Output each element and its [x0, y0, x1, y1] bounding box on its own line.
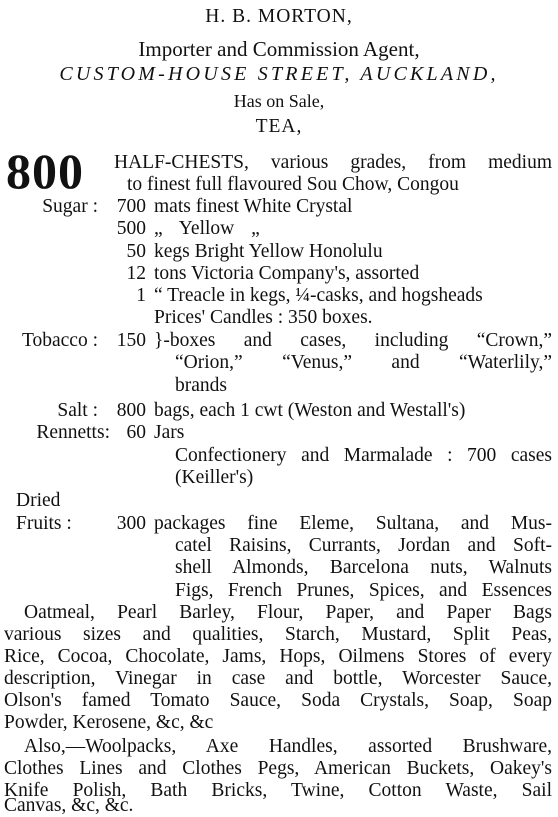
dried-fruits-line-1: packages fine Eleme, Sultana, and Mus-	[154, 513, 552, 534]
dried-fruits-line-4: Figs, French Prunes, Spices, and Essences	[175, 580, 552, 601]
fruits-label: Fruits :	[16, 513, 72, 534]
tobacco-qty: 150	[116, 330, 146, 351]
oatmeal-line-3: Rice, Cocoa, Chocolate, Jams, Hops, Oilmens Stores of every	[4, 646, 552, 667]
merchant-address: CUSTOM-HOUSE STREET, AUCKLAND,	[59, 63, 499, 85]
tea-heading: TEA,	[255, 116, 303, 137]
also-line-4: Canvas, &c, &c.	[4, 795, 134, 816]
sugar-label: Sugar :	[42, 196, 98, 217]
sugar-qty-3: 50	[126, 241, 146, 262]
dried-label: Dried	[16, 490, 61, 511]
tobacco-line-1: }-boxes and cases, including “Crown,”	[154, 330, 552, 351]
sugar-text-5: “ Treacle in kegs, ¼-casks, and hogsheads	[154, 285, 483, 306]
candles-line: Prices' Candles : 350 boxes.	[154, 307, 373, 328]
sugar-text-4: tons Victoria Company's, assorted	[154, 263, 420, 284]
sugar-qty-4: 12	[126, 263, 146, 284]
tea-quantity: 800	[6, 143, 84, 199]
dried-fruits-line-3: shell Almonds, Barcelona nuts, Walnuts	[175, 557, 552, 578]
tea-line-1: HALF-CHESTS, various grades, from medium	[114, 152, 552, 173]
sugar-text-1: mats finest White Crystal	[154, 196, 353, 217]
tobacco-line-2: “Orion,” “Venus,” and “Waterlily,”	[175, 352, 552, 373]
rennetts-label: Rennetts:	[36, 422, 110, 443]
salt-label: Salt :	[57, 400, 98, 421]
tobacco-line-3: brands	[175, 375, 227, 396]
rennetts-qty: 60	[126, 422, 146, 443]
merchant-name: H. B. MORTON,	[205, 6, 353, 27]
oatmeal-line-4: description, Vinegar in case and bottle, Worcester Sauce,	[4, 668, 552, 689]
sugar-qty-2: 500	[116, 218, 146, 239]
merchant-title: Importer and Commission Agent,	[138, 37, 420, 61]
sugar-qty-1: 700	[116, 196, 146, 217]
also-line-2: Clothes Lines and Clothes Pegs, American Buckets, Oakey's	[4, 758, 552, 779]
tea-line-2: to finest full flavoured Sou Chow, Congou	[127, 174, 459, 195]
also-line-1: Also,—Woolpacks, Axe Handles, assorted Brushware,	[24, 736, 552, 757]
salt-qty: 800	[116, 400, 146, 421]
also-line-3: Knife Polish, Bath Bricks, Twine, Cotton Waste, Sail	[4, 780, 552, 801]
oatmeal-line-2: various sizes and qualities, Starch, Mustard, Split Peas,	[4, 624, 552, 645]
confectionery-line-1: Confectionery and Marmalade : 700 cases	[175, 445, 552, 466]
oatmeal-line-5: Olson's famed Tomato Sauce, Soda Crystals, Soap, Soap	[4, 690, 552, 711]
confectionery-line-2: (Keiller's)	[175, 467, 254, 488]
has-on-sale: Has on Sale,	[233, 91, 325, 111]
salt-text: bags, each 1 cwt (Weston and Westall's)	[154, 400, 466, 421]
oatmeal-line-1: Oatmeal, Pearl Barley, Flour, Paper, and Paper Bags	[24, 602, 552, 623]
sugar-text-3: kegs Bright Yellow Honolulu	[154, 241, 383, 262]
sugar-qty-5: 1	[136, 285, 146, 306]
dried-fruits-line-2: catel Raisins, Currants, Jordan and Soft-	[175, 535, 552, 556]
sugar-text-2: „ Yellow „	[154, 218, 260, 239]
rennetts-text: Jars	[154, 422, 185, 443]
oatmeal-line-6: Powder, Kerosene, &c, &c	[4, 712, 214, 733]
tobacco-label: Tobacco :	[21, 330, 98, 351]
dried-fruits-qty: 300	[116, 513, 146, 534]
